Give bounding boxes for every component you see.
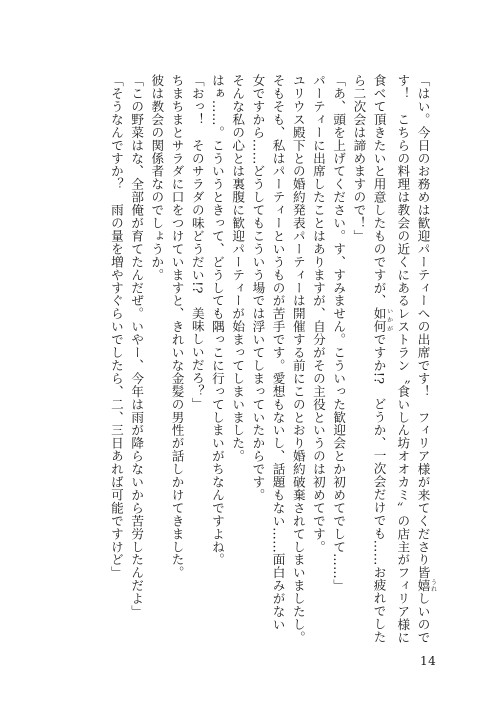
- text-line: 「おっ！ そのサラダの味どうだい!? 美味しいだろ？」: [189, 74, 205, 411]
- page-number: 14: [420, 654, 437, 668]
- text-line: 彼は教会の関係者なのでしょうか。: [149, 74, 165, 282]
- text-line: そんな私の心とは裏腹に歓迎パーティーが始まってしまいました。: [230, 74, 246, 463]
- text-line: はぁ……。こういうときって、どうしても隅っこに行ってしまいがちなんですよね。: [209, 74, 225, 567]
- text-line: 「あ、頭を上げてください。す、すみません。こういった歓迎会とか初めてでして……」: [331, 74, 347, 592]
- text-line: 食べて頂きたいと用意したものですが、如何 いかがですか!? どうか、一次会だけでも……お疲れでした: [371, 74, 393, 644]
- text-line: す！ こちらの料理は教会の近くにあるレストラン〝食いしん坊オオカミ〟の店主がフィリア様に: [395, 74, 411, 644]
- ruby-ureshii: 嬉 うれ: [415, 579, 437, 593]
- text-line: 「この野菜はな、全部俺が育てたんだぜ。いやー、今年は雨が降らないから苦労したんだよ」: [129, 74, 145, 618]
- main-text-block: [106, 74, 437, 644]
- text-line: ユリウス殿下との婚約発表パーティーは開催する前にこのとおり婚約破棄されてしまいましたし。: [290, 74, 306, 644]
- ruby-ikaga: 如何 いかが: [371, 307, 393, 334]
- text-line: ら二次会は諦めますので！」: [351, 74, 367, 243]
- text-line: 「そうなんですか？ 雨の量を増やすぐらいでしたら、二、三日あれば可能ですけど」: [108, 74, 124, 580]
- text-line: そもそも、私はパーティーというものが苦手です。愛想もないし、話題もない……面白みがない: [270, 74, 286, 631]
- text-line: ちまちまとサラダに口をつけていますと、きれいな金髪の男性が話しかけてきました。: [169, 74, 185, 580]
- text-line: 女ですから……どうしてもこういう場では浮いてしまっていたからです。: [250, 74, 266, 502]
- text-line: 「はい。今日のお務めは歓迎パーティーへの出席です！ フィリア様が来てくださり皆嬉 うれしいので: [415, 74, 437, 644]
- text-line: パーティーに出席したことはありますが、自分がその主役というのは初めてです。: [310, 74, 326, 554]
